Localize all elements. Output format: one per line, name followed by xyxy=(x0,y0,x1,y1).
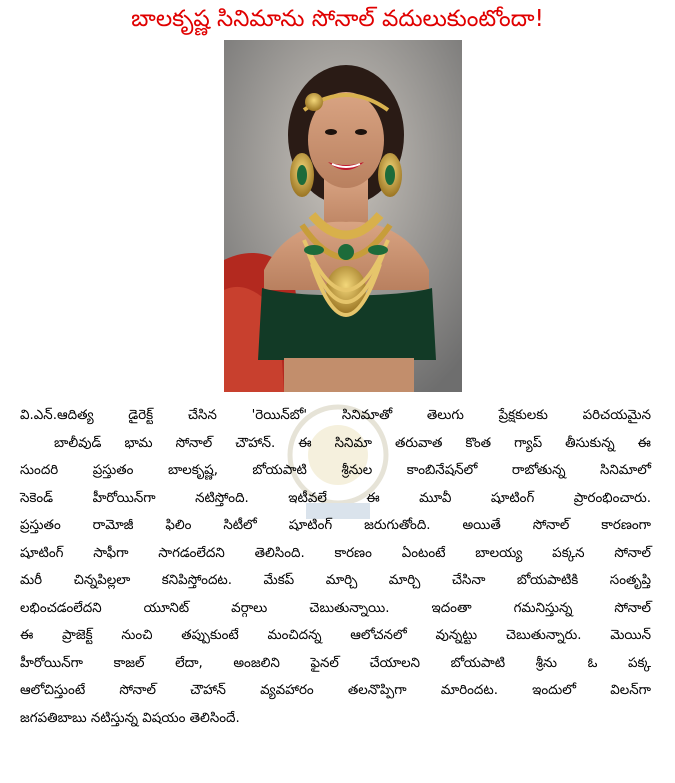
article-line: ప్రస్తుతం రామోజీ ఫిలిం సిటీలో షూటింగ్ జరుగుతోంది. అయితే సోనాల్ కారణంగా xyxy=(20,518,651,533)
article-line: షూటింగ్ సాఫీగా సాగడంలేదని తెలిసింది. కారణం ఏంటంటే బాలయ్య పక్కన సోనాల్ xyxy=(20,545,651,561)
article-line: హీరోయిన్‌గా కాజల్ లేదా, అంజలిని ఫైనల్ చేయాలని బోయపాటి శ్రీను ఓ పక్క xyxy=(20,655,651,671)
article-line: మరీ చిన్నపిల్లలా కనిపిస్తోందట. మేకప్ మార్చి మార్చి చేసినా బోయపాటికి సంతృప్తి xyxy=(20,573,651,588)
woman-portrait-photo xyxy=(224,40,462,392)
article-line: బాలీవుడ్ భామ సోనాల్ చౌహాన్. ఈ సినిమా తరువాత కొంత గ్యాప్ తీసుకున్న ఈ xyxy=(54,435,651,451)
article-line: ఈ ప్రాజెక్ట్ నుంచి తప్పుకుంటే మంచిదన్న ఆలోచనలో వున్నట్టు చెబుతున్నారు. మెయిన్ xyxy=(20,628,651,643)
article-line: వి.ఎన్.ఆదిత్య డైరెక్ట్ చేసిన 'రెయిన్‌బో' సినిమాతో తెలుగు ప్రేక్షకులకు పరిచయమైన xyxy=(20,408,651,423)
article-headline: బాలకృష్ణ సినిమాను సోనాల్ వదులుకుంటోందా! xyxy=(131,6,544,32)
article-line: సుందరి ప్రస్తుతం బాలకృష్ణ, బోయపాటి శ్రీనుల కాంబినేషన్‌లో రాబోతున్న సినిమాలో xyxy=(20,463,651,478)
article-line: సెకెండ్ హీరోయిన్‌గా నటిస్తోంది. ఇటీవలే ఈ మూవీ షూటింగ్ ప్రారంభించారు. xyxy=(20,490,651,506)
article-body xyxy=(0,402,675,732)
article-line: ఆలోచిస్తుంటే సోనాల్ చౌహాన్ వ్యవహారం తలనొప్పిగా మారిందట. ఇందులో విలన్‌గా xyxy=(20,683,651,698)
article-line: లభించడంలేదని యూనిట్ వర్గాలు చెబుతున్నాయి. ఇదంతా గమనిస్తున్న సోనాల్ xyxy=(20,600,651,616)
article-line: జగపతిబాబు నటిస్తున్న విషయం తెలిసిందే. xyxy=(20,710,240,726)
article-photo xyxy=(224,40,462,392)
